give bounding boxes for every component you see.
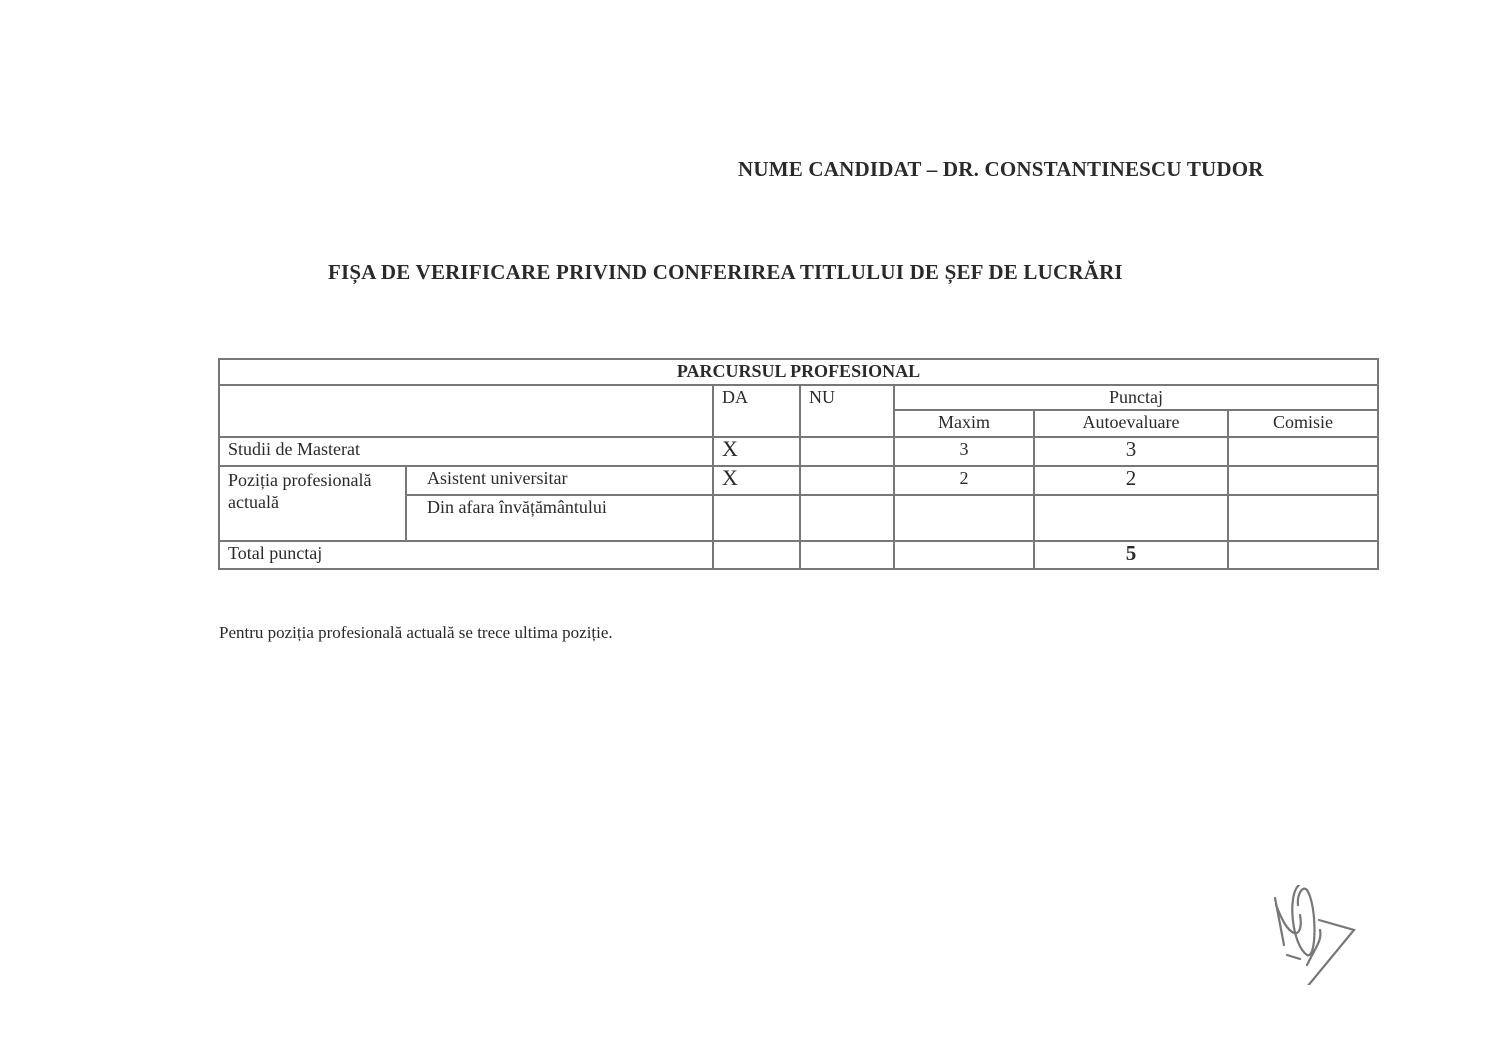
signature (1262, 885, 1362, 985)
maxim-cell (894, 541, 1034, 569)
maxim-cell (894, 495, 1034, 541)
total-value: 5 (1034, 541, 1228, 569)
autoevaluare-cell: 3 (1034, 437, 1228, 466)
total-row (219, 541, 1378, 569)
autoevaluare-cell: 2 (1034, 466, 1228, 495)
row-label: Asistent universitar (406, 466, 713, 495)
da-cell: X (713, 437, 800, 466)
header-da: DA (713, 385, 800, 437)
da-cell (713, 495, 800, 541)
maxim-cell: 2 (894, 466, 1034, 495)
candidate-name: NUME CANDIDAT – DR. CONSTANTINESCU TUDOR (738, 157, 1264, 181)
total-label: Total punctaj (219, 541, 713, 569)
nu-cell (800, 437, 894, 466)
da-cell: X (713, 466, 800, 495)
header-autoevaluare: Autoevaluare (1034, 410, 1228, 437)
section-title: PARCURSUL PROFESIONAL (219, 359, 1378, 385)
document-title: FIȘA DE VERIFICARE PRIVIND CONFERIREA TITLULUI DE ȘEF DE LUCRĂRI (328, 260, 1123, 284)
comisie-cell (1228, 541, 1378, 569)
table-row (219, 437, 1378, 466)
comisie-cell (1228, 437, 1378, 466)
nu-cell (800, 541, 894, 569)
maxim-cell: 3 (894, 437, 1034, 466)
table-row (219, 466, 1378, 495)
comisie-cell (1228, 466, 1378, 495)
group-label: Poziția profesională actuală (219, 466, 406, 541)
nu-cell (800, 466, 894, 495)
da-cell (713, 541, 800, 569)
row-label: Studii de Masterat (219, 437, 713, 466)
autoevaluare-cell (1034, 495, 1228, 541)
row-label: Din afara învățământului (406, 495, 713, 541)
header-nu: NU (800, 385, 894, 437)
nu-cell (800, 495, 894, 541)
header-comisie: Comisie (1228, 410, 1378, 437)
header-blank (219, 385, 713, 437)
header-punctaj: Punctaj (894, 385, 1378, 410)
footnote: Pentru poziția profesională actuală se trece ultima poziție. (219, 623, 613, 642)
comisie-cell (1228, 495, 1378, 541)
evaluation-table (218, 358, 1379, 570)
header-maxim: Maxim (894, 410, 1034, 437)
